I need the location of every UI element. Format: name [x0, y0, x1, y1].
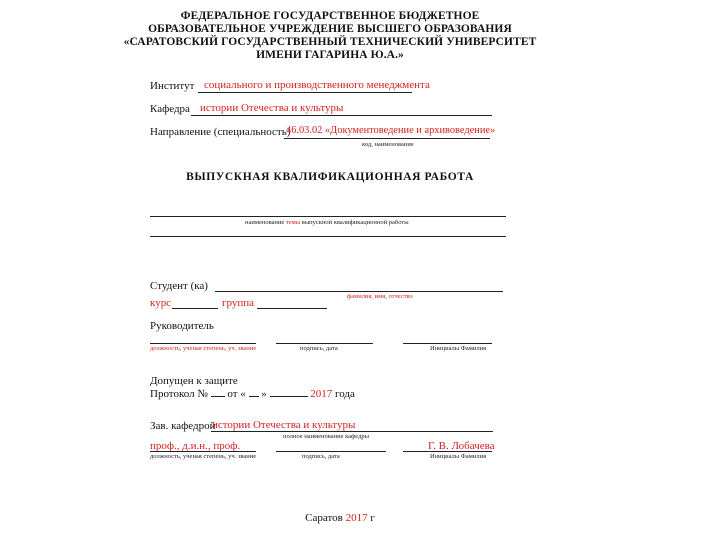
direction-caption: код, наименование [362, 141, 414, 148]
footer-city-year: Саратов 2017 г [305, 512, 375, 524]
group-label: группа [222, 297, 255, 309]
header-line-3: «САРАТОВСКИЙ ГОСУДАРСТВЕННЫЙ ТЕХНИЧЕСКИЙ УНИВЕРСИТЕТ [123, 36, 537, 48]
head-name-caption: Инициалы Фамилия [430, 453, 487, 460]
direction-label: Направление (специальность) [150, 126, 291, 138]
head-name: Г. В. Лобачева [428, 440, 495, 452]
document-title: ВЫПУСКНАЯ КВАЛИФИКАЦИОННАЯ РАБОТА [186, 171, 474, 183]
header-line-2: ОБРАЗОВАТЕЛЬНОЕ УЧРЕЖДЕНИЕ ВЫСШЕГО ОБРАЗОВАНИЯ [148, 23, 512, 35]
direction-value: 46.03.02 «Документоведение и архивоведение» [286, 125, 496, 136]
protocol-row: Протокол № от « » 2017 года [150, 388, 355, 400]
student-caption: фамилия, имя, отчество [347, 293, 413, 300]
head-signature-underline [276, 451, 386, 452]
supervisor-name-underline [403, 343, 492, 344]
direction-underline [284, 138, 490, 139]
course-label: курс [150, 297, 172, 309]
head-name-underline [403, 451, 492, 452]
head-position-underline [150, 451, 256, 452]
department-label: Кафедра [150, 103, 190, 115]
institute-label: Институт [150, 80, 195, 92]
head-department-caption: полное наименование кафедры [283, 433, 369, 440]
supervisor-signature-underline [276, 343, 373, 344]
supervisor-position-underline [150, 343, 256, 344]
head-degree: проф., д.и.н., проф. [150, 440, 241, 452]
topic-line-2 [150, 236, 506, 237]
header-line-4: ИМЕНИ ГАГАРИНА Ю.А.» [256, 49, 404, 61]
supervisor-name-caption: Инициалы Фамилия [430, 345, 487, 352]
group-underline [257, 308, 327, 309]
institute-underline [198, 92, 412, 93]
head-label: Зав. кафедрой [150, 420, 216, 432]
topic-line-1 [150, 216, 506, 217]
supervisor-label: Руководитель [150, 320, 214, 332]
head-department-underline [211, 431, 493, 432]
head-signature-caption: подпись, дата [302, 453, 340, 460]
student-label: Студент (ка) [150, 280, 208, 292]
topic-caption: наименование темы выпускной квалификационной работы [245, 219, 409, 226]
department-value: истории Отечества и культуры [200, 102, 344, 114]
header-line-1: ФЕДЕРАЛЬНОЕ ГОСУДАРСТВЕННОЕ БЮДЖЕТНОЕ [180, 10, 480, 22]
supervisor-position-caption: должность, ученая степень, уч. звание [150, 345, 257, 352]
course-underline [172, 308, 218, 309]
head-position-caption: должность, ученая степень, уч. звание [150, 453, 257, 460]
supervisor-signature-caption: подпись, дата [300, 345, 338, 352]
admission-label: Допущен к защите [150, 375, 238, 387]
institute-value: социального и производственного менеджмента [204, 79, 430, 91]
student-name-underline [215, 291, 503, 292]
department-underline [191, 115, 492, 116]
head-department: истории Отечества и культуры [212, 419, 356, 431]
